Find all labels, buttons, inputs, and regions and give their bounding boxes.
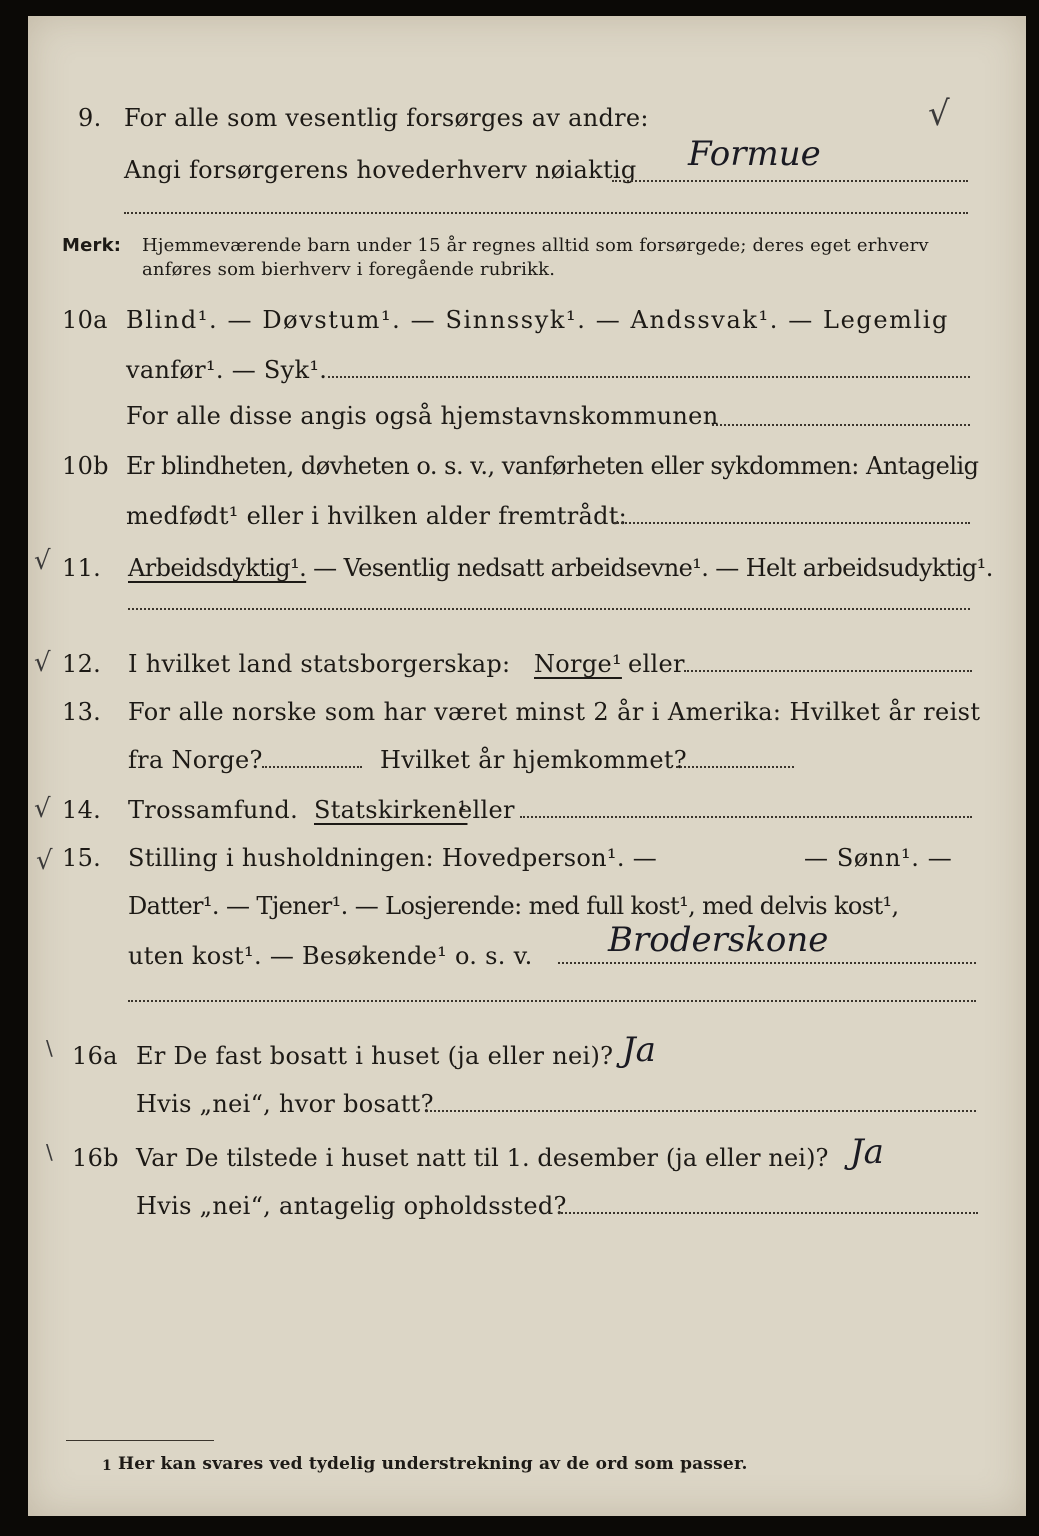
merk-label-text: Merk: xyxy=(62,235,122,256)
q10a-line3: For alle disse angis også hjemstavnskommunen xyxy=(126,402,719,430)
q9-line1: For alle som vesentlig forsørges av andre: xyxy=(124,104,649,132)
q10b-line2: medfødt¹ eller i hvilken alder fremtrådt: xyxy=(126,502,628,530)
q11-extra-line xyxy=(128,608,970,610)
q16a-line2: Hvis „nei“, hvor bosatt? xyxy=(136,1090,434,1118)
q13-line1: For alle norske som har været minst 2 år i Amerika: Hvilket år reist xyxy=(128,698,981,726)
q16b-handwritten-answer: Ja xyxy=(850,1132,884,1172)
census-form-page xyxy=(28,16,1026,1516)
footnote-text: Her kan svares ved tydelig understrekning av de ord som passer. xyxy=(118,1454,748,1474)
q16a-number: 16a xyxy=(72,1042,118,1070)
q14-number: 14. xyxy=(62,796,102,824)
q14-tail: eller xyxy=(458,796,515,824)
q16a-handwritten-answer: Ja xyxy=(622,1030,656,1070)
q12-text: I hvilket land statsborgerskap: xyxy=(128,650,511,678)
q12-number: 12. xyxy=(62,650,102,678)
q13-line2a: fra Norge? xyxy=(128,746,263,774)
check-mark-icon: \ xyxy=(46,1036,53,1060)
merk-line2: anføres som bierhverv i foregående rubrikk. xyxy=(142,259,556,280)
q16b-line2: Hvis „nei“, antagelig opholdssted? xyxy=(136,1192,567,1220)
merk-line1: Hjemmeværende barn under 15 år regnes alltid som forsørgede; deres eget erhverv xyxy=(142,235,929,256)
q13-hjemkommet-field xyxy=(676,766,794,768)
q13-line2b: Hvilket år hjemkommet? xyxy=(380,746,687,774)
q15-line2: Datter¹. — Tjener¹. — Losjerende: med full kost¹, med delvis kost¹, xyxy=(128,892,899,920)
q10a-hjemstavn-field xyxy=(712,424,970,426)
q12-underlined-choice: Norge¹ xyxy=(534,650,622,678)
q10a-number: 10a xyxy=(62,306,108,334)
q9-handwritten-answer: Formue xyxy=(688,134,821,174)
q10a-line1: Blind¹. — Døvstum¹. — Sinnssyk¹. — Andssvak¹. — Legemlig xyxy=(126,306,950,334)
q15-line3: uten kost¹. — Besøkende¹ o. s. v. xyxy=(128,942,533,970)
merk-label xyxy=(62,234,121,258)
q12-field xyxy=(684,670,972,672)
check-mark-icon: √ xyxy=(34,648,51,678)
q15-number: 15. xyxy=(62,844,102,872)
q16b-field xyxy=(558,1212,978,1214)
q10b-number: 10b xyxy=(62,452,109,480)
q15-extra-line xyxy=(128,1000,976,1002)
q9-extra-line xyxy=(124,212,968,214)
check-mark-icon: √ xyxy=(34,546,51,576)
q10b-field xyxy=(614,522,970,524)
footnote-rule xyxy=(66,1440,214,1441)
q10b-line1: Er blindheten, døvheten o. s. v., vanførheten eller sykdommen: Antagelig xyxy=(126,452,979,480)
check-mark-icon: √ xyxy=(36,846,53,876)
q14-field xyxy=(520,816,972,818)
footnote-mark: 1 xyxy=(102,1458,112,1474)
q16a-field xyxy=(426,1110,976,1112)
q11-rest: — Vesentlig nedsatt arbeidsevne¹. — Helt arbeidsudyktig¹. xyxy=(306,554,993,582)
q13-reist-field xyxy=(262,766,362,768)
q16b-line1: Var De tilstede i huset natt til 1. desember (ja eller nei)? xyxy=(136,1144,829,1172)
check-mark-icon: √ xyxy=(34,794,51,824)
q15-line1a: Stilling i husholdningen: Hovedperson¹. — xyxy=(128,844,657,872)
q13-number: 13. xyxy=(62,698,102,726)
q11-text xyxy=(128,554,993,582)
q14-underlined-choice: Statskirken¹ xyxy=(314,796,468,824)
q10a-line2: vanfør¹. — Syk¹. xyxy=(126,356,328,384)
q11-underlined-choice: Arbeidsdyktig¹. xyxy=(128,554,307,582)
q12-tail: eller xyxy=(628,650,685,678)
q9-answer-line xyxy=(612,180,968,182)
q15-handwritten-answer: Broderskone xyxy=(608,920,829,960)
q9-line2: Angi forsørgerens hovederhverv nøiaktig xyxy=(124,156,637,184)
q11-number: 11. xyxy=(62,554,102,582)
q16b-number: 16b xyxy=(72,1144,119,1172)
check-mark-icon: √ xyxy=(928,94,950,134)
check-mark-icon: \ xyxy=(46,1140,53,1164)
q14-text: Trossamfund. xyxy=(128,796,299,824)
q9-number: 9. xyxy=(78,104,102,132)
q10a-line2-field xyxy=(328,376,970,378)
q16a-line1: Er De fast bosatt i huset (ja eller nei)? xyxy=(136,1042,614,1070)
q15-line1b: — Sønn¹. — xyxy=(804,844,953,872)
q15-field xyxy=(558,962,976,964)
